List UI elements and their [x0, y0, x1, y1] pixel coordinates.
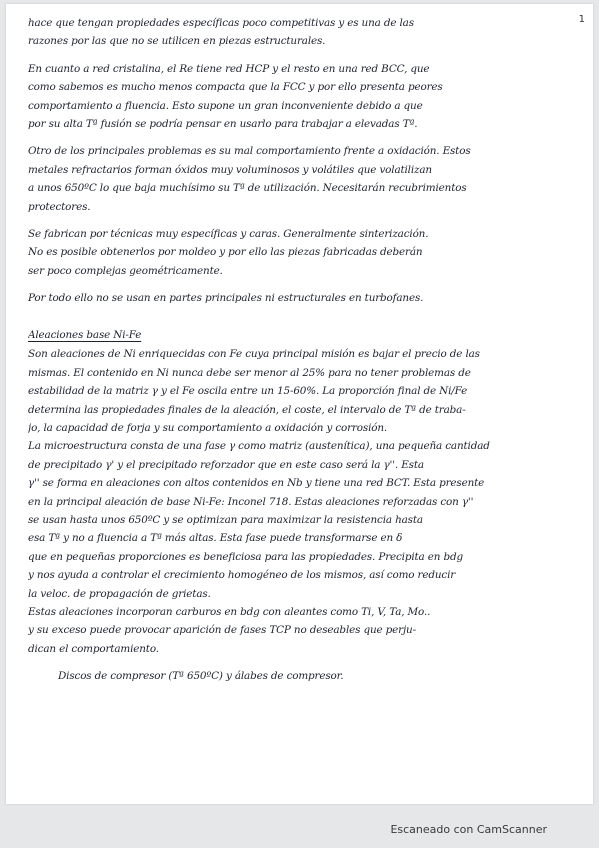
text-line: y su exceso puede provocar aparición de fases TCP no deseables que perju- [28, 624, 416, 637]
paragraph-ni-fe-alloys [28, 345, 576, 658]
text-line: a unos 650ºC lo que baja muchísimo su Tª de utilización. Necesitarán recubrimientos [28, 182, 467, 195]
text-line: γ'' se forma en aleaciones con altos contenidos en Nb y tiene una red BCT. Esta presente [28, 477, 485, 490]
text-line: estabilidad de la matriz γ y el Fe oscila entre un 15-60%. La proporción final de Ni/Fe [28, 385, 468, 398]
text-line: protectores. [28, 200, 91, 213]
text-line: la veloc. de propagación de grietas. [28, 587, 211, 600]
text-line: ser poco complejas geométricamente. [28, 264, 223, 277]
text-line: No es posible obtenerlos por moldeo y por ello las piezas fabricadas deberán [28, 246, 423, 259]
text-line: como sabemos es mucho menos compacta que la FCC y por ello presenta peores [28, 81, 443, 94]
text-line: esa Tª y no a fluencia a Tª más altas. Esta fase puede transformarse en δ [28, 532, 403, 545]
scanned-page [6, 4, 593, 804]
text-line: jo, la capacidad de forja y su comportamiento a oxidación y corrosión. [28, 422, 388, 435]
text-line: Estas aleaciones incorporan carburos en bdg con aleantes como Ti, V, Ta, Mo.. [28, 605, 431, 618]
text-line: comportamiento a fluencia. Esto supone un gran inconveniente debido a que [28, 99, 423, 112]
text-line: Otro de los principales problemas es su mal comportamiento frente a oxidación. Estos [28, 145, 471, 158]
section-heading [28, 325, 576, 345]
text-line: se usan hasta unos 650ºC y se optimizan para maximizar la resistencia hasta [28, 513, 423, 526]
text-line: mismas. El contenido en Ni nunca debe ser menor al 25% para no tener problemas de [28, 366, 471, 379]
text-line: que en pequeñas proporciones es beneficiosa para las propiedades. Precipita en bdg [28, 550, 463, 563]
text-line: razones por las que no se utilicen en piezas estructurales. [28, 35, 326, 48]
text-line: En cuanto a red cristalina, el Re tiene red HCP y el resto en una red BCC, que [28, 62, 430, 75]
text-line: La microestructura consta de una fase γ como matriz (austenítica), una pequeña cantidad [28, 440, 490, 453]
paragraph-oxidation [28, 142, 576, 216]
text-line: Se fabrican por técnicas muy específicas y caras. Generalmente sinterización. [28, 227, 429, 240]
paragraph-fabrication [28, 225, 576, 280]
text-line: hace que tengan propiedades específicas poco competitivas y es una de las [28, 17, 414, 29]
text-line: metales refractarios forman óxidos muy voluminosos y volátiles que volatilizan [28, 163, 432, 176]
scanner-watermark: Escaneado con CamScanner [390, 823, 547, 836]
text-line: Son aleaciones de Ni enriquecidas con Fe cuya principal misión es bajar el precio de las [28, 348, 480, 361]
text-line: por su alta Tª fusión se podría pensar en usarlo para trabajar a elevadas Tª. [28, 117, 418, 130]
text-line: en la principal aleación de base Ni-Fe: Inconel 718. Estas aleaciones reforzadas con γ'' [28, 495, 474, 508]
paragraph-crystal-structure [28, 60, 576, 134]
text-line: y nos ayuda a controlar el crecimiento homogéneo de los mismos, así como reducir [28, 569, 456, 582]
handwritten-notes [28, 14, 576, 686]
applications-line: Discos de compresor (Tª 650ºC) y álabes de compresor. [58, 670, 344, 683]
text-line: Por todo ello no se usan en partes principales ni estructurales en turbofanes. [28, 292, 424, 305]
page-number: 1 [578, 14, 585, 25]
text-line: dican el comportamiento. [28, 642, 159, 655]
paragraph-conclusion [28, 289, 576, 307]
text-line: determina las propiedades finales de la aleación, el coste, el intervalo de Tª de traba- [28, 403, 466, 416]
text-line: de precipitado γ' y el precipitado reforzador que en este caso será la γ''. Esta [28, 458, 424, 471]
section-heading-text: Aleaciones base Ni-Fe [28, 329, 142, 342]
paragraph-intro-continuation [28, 14, 576, 51]
